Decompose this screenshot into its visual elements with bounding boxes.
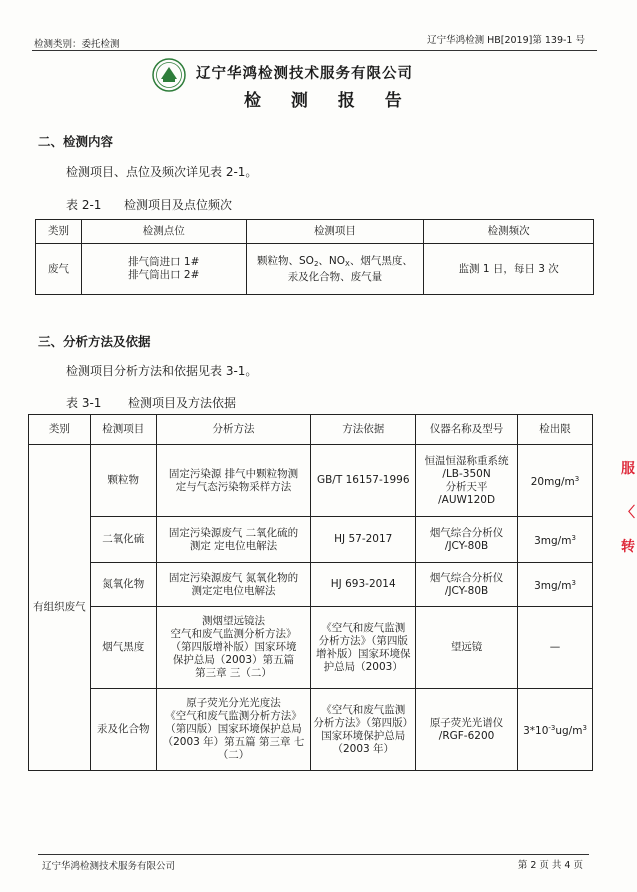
instrument-cell: 恒温恒湿称重系统 /LB-350N 分析天平 /AUW120D <box>416 445 518 517</box>
instrument-cell: 原子荧光光谱仪 /RGF-6200 <box>416 689 518 771</box>
instrument-cell: 烟气综合分析仪 /JCY-80B <box>416 517 518 563</box>
method-cell: 测烟望远镜法 空气和废气监测分析方法》 （第四版增补版）国家环境 保护总局（2003）第五篇 第三章 三（二） <box>156 607 311 689</box>
basis-cell: 《空气和废气监测 分析方法》（第四版 增补版）国家环境保 护总局（2003） <box>311 607 416 689</box>
basis-cell: HJ 57-2017 <box>311 517 416 563</box>
footer-divider <box>38 854 589 855</box>
report-title: 检 测 报 告 <box>244 91 414 111</box>
limit-cell: $3*10^{-3}ug/m^3$ <box>518 689 593 771</box>
section2-intro: 检测项目、点位及频次详见表 2-1。 <box>66 165 258 179</box>
report-number: 辽宁华鸿检测 HB[2019]第 139-1 号 <box>427 35 585 46</box>
instrument-cell: 望远镜 <box>416 607 518 689</box>
table-row <box>29 689 593 771</box>
point-line: 排气筒出口 2# <box>128 269 200 281</box>
items-cell <box>246 244 424 295</box>
seal-fragment: 转 <box>621 539 635 555</box>
limit-cell: $20mg/m^3$ <box>518 445 593 517</box>
column-header: 类别 <box>29 415 91 445</box>
column-header: 检测频次 <box>424 220 594 244</box>
table-3-1 <box>28 414 593 771</box>
table-header-row <box>36 220 594 244</box>
company-logo-icon <box>152 58 186 92</box>
points-cell <box>81 244 246 295</box>
item-cell: 氮氧化物 <box>90 563 156 607</box>
item-cell: 颗粒物 <box>90 445 156 517</box>
method-cell: 固定污染源废气 氮氧化物的 测定定电位电解法 <box>156 563 311 607</box>
table3-number: 表 3-1 <box>66 396 102 410</box>
column-header: 检测项目 <box>246 220 424 244</box>
section2-heading: 二、检测内容 <box>38 134 114 149</box>
column-header: 检出限 <box>518 415 593 445</box>
method-cell: 原子荧光分光光度法 《空气和废气监测分析方法》 （第四版）国家环境保护总局 （2003 年）第五篇 第三章 七 （二） <box>156 689 311 771</box>
table-row <box>29 607 593 689</box>
instrument-cell: 烟气综合分析仪 /JCY-80B <box>416 563 518 607</box>
report-category: 检测类别：委托检测 <box>34 39 120 50</box>
items-line: 汞及化合物、废气量 <box>287 270 383 283</box>
table-row <box>29 517 593 563</box>
item-cell: 汞及化合物 <box>90 689 156 771</box>
table-row <box>36 244 594 295</box>
column-header: 仪器名称及型号 <box>416 415 518 445</box>
item-cell: 烟气黑度 <box>90 607 156 689</box>
table2-caption: 检测项目及点位频次 <box>124 198 233 212</box>
table3-caption: 检测项目及方法依据 <box>128 396 237 410</box>
limit-cell: $3mg/m^3$ <box>518 517 593 563</box>
section3-intro: 检测项目分析方法和依据见表 3-1。 <box>66 364 258 378</box>
company-name: 辽宁华鸿检测技术服务有限公司 <box>196 66 413 82</box>
limit-cell: — <box>518 607 593 689</box>
limit-cell: $3mg/m^3$ <box>518 563 593 607</box>
column-header: 类别 <box>36 220 82 244</box>
basis-cell: GB/T 16157-1996 <box>311 445 416 517</box>
item-cell: 二氧化硫 <box>90 517 156 563</box>
items-line: 颗粒物、$SO_2$、$NO_X$、烟气黑度、 <box>257 254 413 268</box>
column-header: 检测点位 <box>81 220 246 244</box>
column-header: 分析方法 <box>156 415 311 445</box>
basis-cell: 《空气和废气监测 分析方法》（第四版） 国家环境保护总局 （2003 年） <box>311 689 416 771</box>
seal-fragment: 〈 <box>621 505 635 521</box>
category-cell: 有组织废气 <box>29 445 91 771</box>
column-header: 检测项目 <box>90 415 156 445</box>
table-row <box>29 563 593 607</box>
table-row <box>29 445 593 517</box>
page-number: 第 2 页 共 4 页 <box>517 860 583 871</box>
basis-cell: HJ 693-2014 <box>311 563 416 607</box>
header-divider <box>32 50 597 51</box>
method-cell: 固定污染源 排气中颗粒物测 定与气态污染物采样方法 <box>156 445 311 517</box>
table2-number: 表 2-1 <box>66 198 102 212</box>
table-2-1 <box>35 219 594 295</box>
frequency-cell: 监测 1 日，每日 3 次 <box>424 244 594 295</box>
table-header-row <box>29 415 593 445</box>
footer-company: 辽宁华鸿检测技术服务有限公司 <box>42 861 176 872</box>
point-line: 排气筒进口 1# <box>128 256 200 268</box>
section3-heading: 三、分析方法及依据 <box>38 334 151 349</box>
method-cell: 固定污染源废气 二氧化硫的 测定 定电位电解法 <box>156 517 311 563</box>
category-cell: 废气 <box>36 244 82 295</box>
column-header: 方法依据 <box>311 415 416 445</box>
seal-fragment: 服 <box>621 461 635 477</box>
